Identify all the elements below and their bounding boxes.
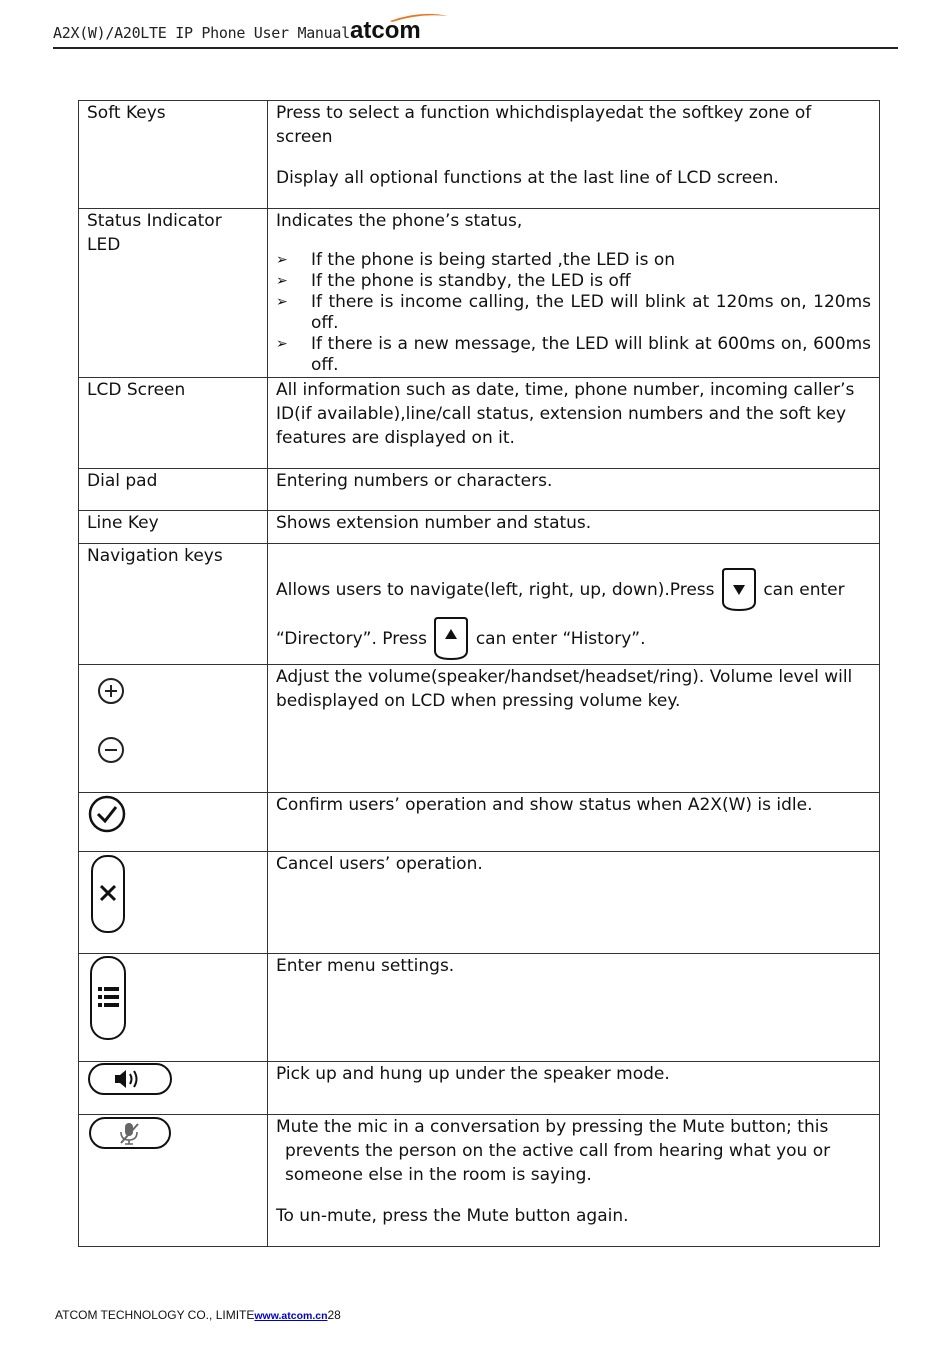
key-description: Cancel users’ operation. bbox=[268, 852, 880, 954]
arrow-bullet-icon: ➢ bbox=[276, 294, 288, 310]
mute-key-cell bbox=[79, 1115, 268, 1247]
key-description: Enter menu settings. bbox=[268, 954, 880, 1062]
table-row bbox=[79, 544, 880, 665]
key-description: Allows users to navigate(left, right, up, down).Press can enter “Directory”. Press can enter “History”. bbox=[268, 544, 880, 665]
table-row bbox=[79, 101, 880, 209]
speaker-key-cell bbox=[79, 1062, 268, 1115]
key-name: LCD Screen bbox=[79, 378, 268, 469]
confirm-key-cell bbox=[79, 793, 268, 852]
speaker-icon bbox=[87, 1062, 173, 1096]
table-row bbox=[79, 954, 880, 1062]
key-description: Pick up and hung up under the speaker mode. bbox=[268, 1062, 880, 1115]
key-name: Navigation keys bbox=[79, 544, 268, 665]
down-arrow-key-icon bbox=[720, 568, 758, 612]
table-row bbox=[79, 1062, 880, 1115]
key-description: Entering numbers or characters. bbox=[268, 469, 880, 511]
list-item: ➢ If there is income calling, the LED will blink at 120ms on, 120ms off. bbox=[276, 292, 871, 333]
led-status-list bbox=[276, 250, 871, 376]
list-item: ➢ If there is a new message, the LED will blink at 600ms on, 600ms off. bbox=[276, 334, 871, 375]
svg-text:atcom: atcom bbox=[350, 17, 421, 42]
key-description: Press to select a function whichdisplayedat the softkey zone of screen Display all optional functions at the last line of LCD screen. bbox=[268, 101, 880, 209]
arrow-bullet-icon: ➢ bbox=[276, 252, 288, 268]
key-name: Soft Keys bbox=[79, 101, 268, 209]
list-item: ➢ If the phone is being started ,the LED is on bbox=[276, 250, 676, 270]
key-name: Line Key bbox=[79, 511, 268, 544]
table-row bbox=[79, 793, 880, 852]
cancel-key-cell bbox=[79, 852, 268, 954]
atcom-logo bbox=[350, 12, 450, 42]
minus-circle-icon bbox=[96, 735, 126, 765]
list-item: ➢ If the phone is standby, the LED is off bbox=[276, 271, 631, 291]
plus-circle-icon bbox=[96, 676, 126, 706]
key-description: Indicates the phone’s status, ➢ If the phone is being started ,the LED is on ➢ If the phone is standby, the LED is off ➢ If there is income calling, the LED will blink at 120ms on, 120ms off. ➢ If there is a new message, the LED will blink at 600ms on, 600ms off. bbox=[268, 209, 880, 378]
key-description: All information such as date, time, phone number, incoming caller’s ID(if available),line/call status, extension numbers and the soft key features are displayed on it. bbox=[268, 378, 880, 469]
key-description: Adjust the volume(speaker/handset/headset/ring). Volume level will bedisplayed on LCD when pressing volume key. bbox=[268, 665, 880, 793]
table-row bbox=[79, 469, 880, 511]
table-row bbox=[79, 511, 880, 544]
table-row bbox=[79, 665, 880, 793]
arrow-bullet-icon: ➢ bbox=[276, 336, 288, 352]
volume-key-cell bbox=[79, 665, 268, 793]
table-row bbox=[79, 1115, 880, 1247]
header-rule bbox=[53, 47, 898, 49]
arrow-bullet-icon: ➢ bbox=[276, 273, 288, 289]
page-number: 28 bbox=[327, 1308, 341, 1322]
key-name: Status Indicator LED bbox=[79, 209, 268, 378]
check-circle-icon bbox=[87, 794, 127, 834]
document-title: A2X(W)/A20LTE IP Phone User Manual bbox=[53, 24, 350, 42]
x-key-icon bbox=[90, 854, 126, 934]
menu-list-icon bbox=[88, 955, 128, 1041]
table-row bbox=[79, 852, 880, 954]
mic-mute-icon bbox=[88, 1116, 174, 1152]
table-row bbox=[79, 378, 880, 469]
key-name: Dial pad bbox=[79, 469, 268, 511]
key-description: Mute the mic in a conversation by pressing the Mute button; this prevents the person on the active call from hearing what you or someone else in the room is saying. To un-mute, press the Mute button again. bbox=[268, 1115, 880, 1247]
key-description-table bbox=[78, 100, 880, 1247]
website-link[interactable]: www.atcom.cn bbox=[254, 1310, 328, 1322]
key-description: Confirm users’ operation and show status when A2X(W) is idle. bbox=[268, 793, 880, 852]
table-row bbox=[79, 209, 880, 378]
up-arrow-key-icon bbox=[432, 617, 470, 661]
page-footer bbox=[55, 1308, 341, 1322]
menu-key-cell bbox=[79, 954, 268, 1062]
key-description: Shows extension number and status. bbox=[268, 511, 880, 544]
company-name: ATCOM TECHNOLOGY CO., LIMITE bbox=[55, 1308, 255, 1322]
